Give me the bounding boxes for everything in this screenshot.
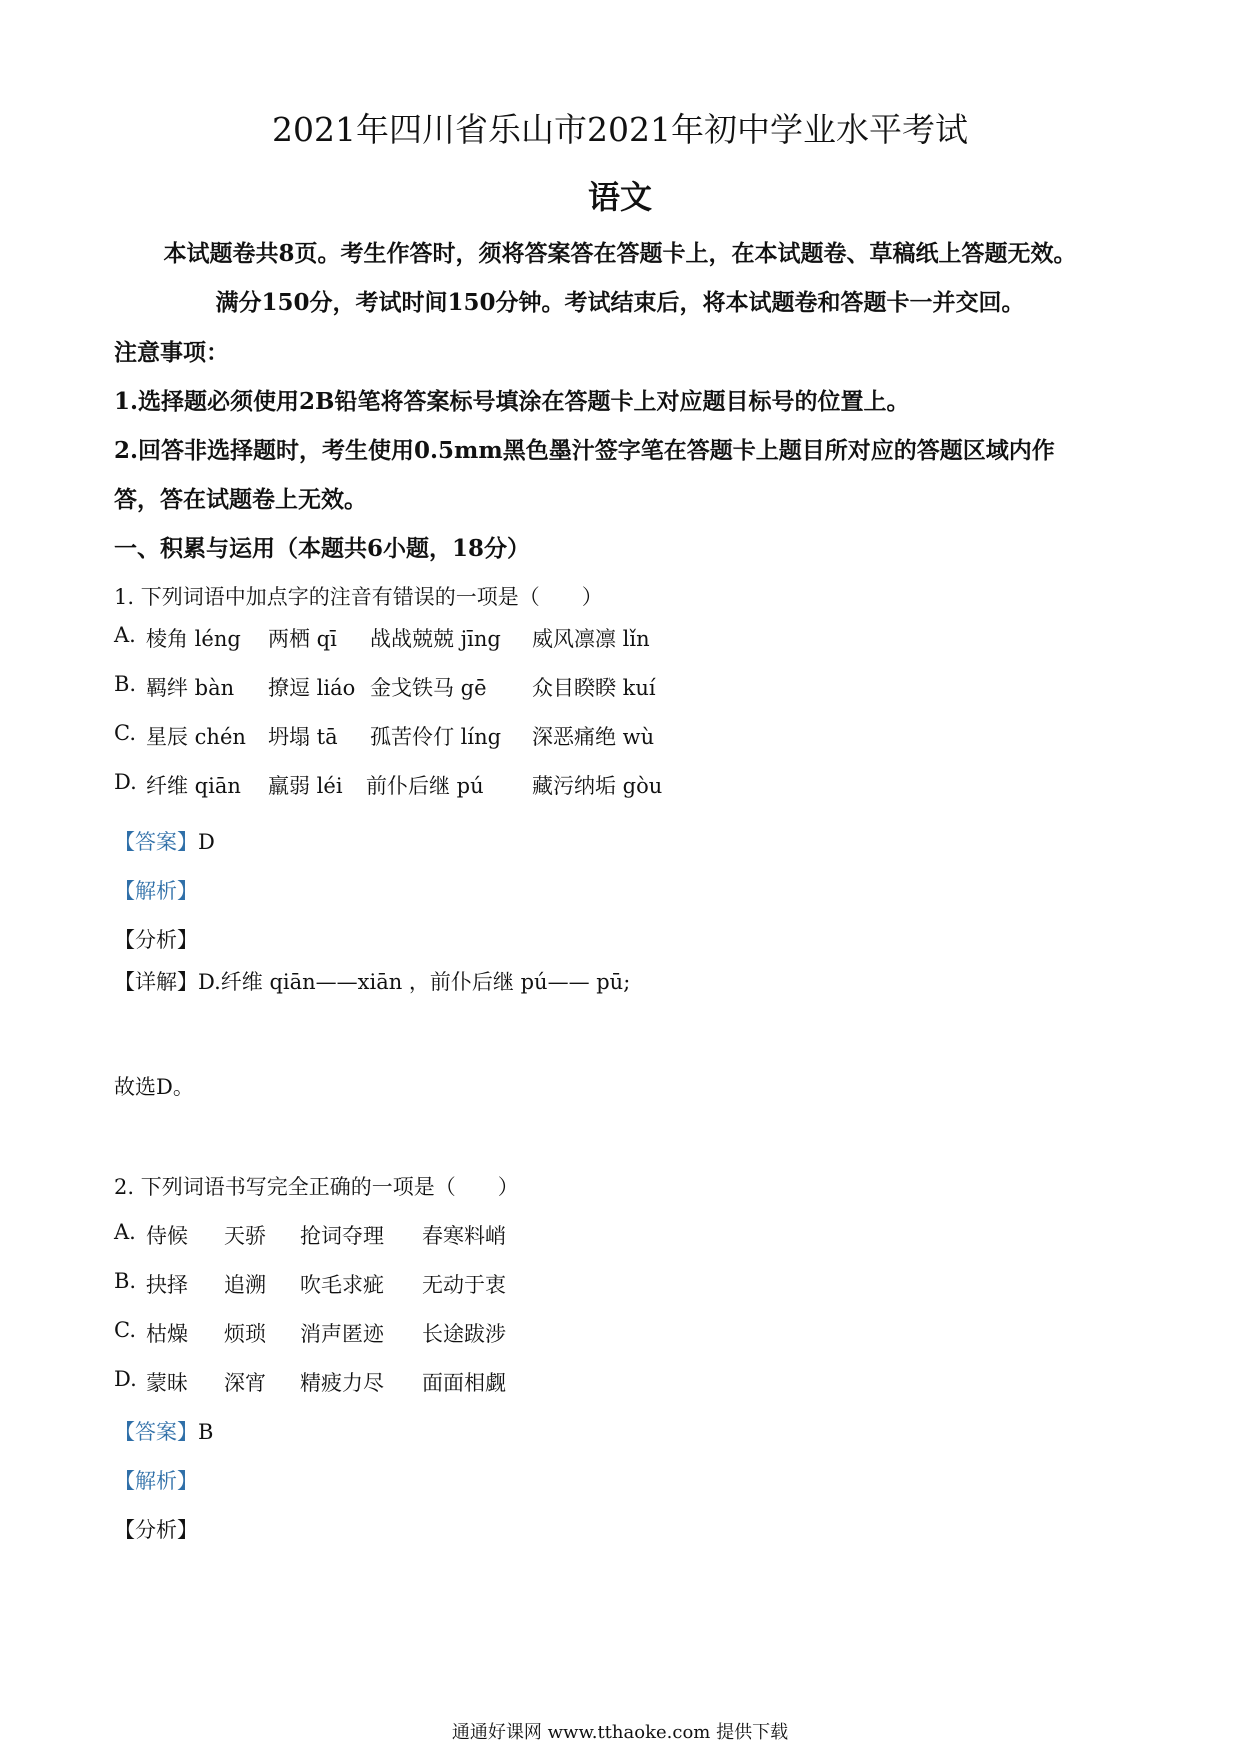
option-item: 蒙昧: [146, 1371, 188, 1395]
option-item: 坍塌 tā: [268, 725, 338, 749]
option-item: 吹毛求疵: [300, 1273, 384, 1297]
question-2-fenxi-tag: 【分析】: [114, 1518, 198, 1542]
option-item: 消声匿迹: [300, 1322, 384, 1346]
option-item: 抢词夺理: [300, 1224, 384, 1248]
detail-text: D.纤维 qiān——xiān ，前仆后继 pú—— pū;: [198, 970, 631, 994]
instructions-heading: 注意事项：: [114, 339, 229, 366]
option-item: 抉择: [146, 1273, 188, 1297]
option-item: 威风凛凛 lǐn: [532, 627, 650, 651]
option-item: 战战兢兢 jīng: [370, 627, 501, 651]
option-label: D.: [114, 770, 137, 794]
question-1-answer: [114, 826, 215, 856]
option-item: 枯燥: [146, 1322, 188, 1346]
option-item: 侍候: [146, 1224, 188, 1248]
option-label: C.: [114, 721, 136, 745]
option-item: 天骄: [224, 1224, 266, 1248]
option-item: 深宵: [224, 1371, 266, 1395]
option-label: C.: [114, 1318, 136, 1342]
option-label: A.: [114, 1220, 136, 1244]
notice-line-1: 本试题卷共8页。考生作答时，须将答案答在答题卡上，在本试题卷、草稿纸上答题无效。: [163, 240, 1077, 267]
option-item: 追溯: [224, 1273, 266, 1297]
instruction-item-2-line-1: 2.回答非选择题时，考生使用0.5mm黑色墨汁签字笔在答题卡上题目所对应的答题区域内作: [114, 437, 1055, 464]
option-item: 金戈铁马 gē: [370, 676, 487, 700]
option-item: 棱角 léng: [146, 627, 241, 651]
detail-tag: 【详解】: [114, 970, 198, 994]
option-item: 纤维 qiān: [146, 774, 241, 798]
option-item: 面面相觑: [422, 1371, 506, 1395]
answer-tag: 【答案】: [114, 830, 198, 854]
answer-value: B: [198, 1420, 214, 1444]
option-item: 烦琐: [224, 1322, 266, 1346]
question-2-analysis-tag: 【解析】: [114, 1469, 198, 1493]
instruction-item-2-line-2: 答，答在试题卷上无效。: [114, 486, 367, 513]
subject-title: 语文: [587, 178, 652, 216]
option-item: 无动于衷: [422, 1273, 506, 1297]
option-item: 前仆后继 pú: [366, 774, 484, 798]
option-item: 孤苦伶仃 líng: [370, 725, 502, 749]
question-2-stem: 2. 下列词语书写完全正确的一项是（ ）: [114, 1175, 519, 1199]
option-item: 春寒料峭: [422, 1224, 506, 1248]
option-item: 深恶痛绝 wù: [532, 725, 655, 749]
option-item: 精疲力尽: [300, 1371, 384, 1395]
footer-source: 通通好课网 www.tthaoke.com 提供下载: [451, 1722, 789, 1743]
answer-tag: 【答案】: [114, 1420, 198, 1444]
option-label: A.: [114, 623, 136, 647]
answer-value: D: [198, 830, 215, 854]
question-1-fenxi-tag: 【分析】: [114, 928, 198, 952]
option-item: 众目睽睽 kuí: [532, 676, 656, 700]
option-item: 撩逗 liáo: [268, 676, 356, 700]
option-label: B.: [114, 1269, 137, 1293]
instruction-item-1: 1.选择题必须使用2B铅笔将答案标号填涂在答题卡上对应题目标号的位置上。: [114, 388, 910, 415]
notice-line-2: 满分150分，考试时间150分钟。考试结束后，将本试题卷和答题卡一并交回。: [215, 289, 1025, 316]
option-item: 长途跋涉: [422, 1322, 506, 1346]
option-label: D.: [114, 1367, 137, 1391]
question-1-analysis-tag: 【解析】: [114, 879, 198, 903]
option-item: 星辰 chén: [146, 725, 246, 749]
question-1-stem: 1. 下列词语中加点字的注音有错误的一项是（ ）: [114, 585, 603, 609]
option-label: B.: [114, 672, 137, 696]
question-1-conclusion: 故选D。: [114, 1075, 194, 1099]
option-item: 羁绊 bàn: [146, 676, 235, 700]
question-1-detail: [114, 966, 630, 996]
option-item: 藏污纳垢 gòu: [532, 774, 663, 798]
document-title: 2021年四川省乐山市2021年初中学业水平考试: [272, 110, 968, 149]
option-item: 羸弱 léi: [268, 774, 343, 798]
question-2-answer: [114, 1416, 213, 1446]
section-heading: 一、积累与运用（本题共6小题，18分）: [114, 535, 531, 562]
option-item: 两栖 qī: [268, 627, 337, 651]
